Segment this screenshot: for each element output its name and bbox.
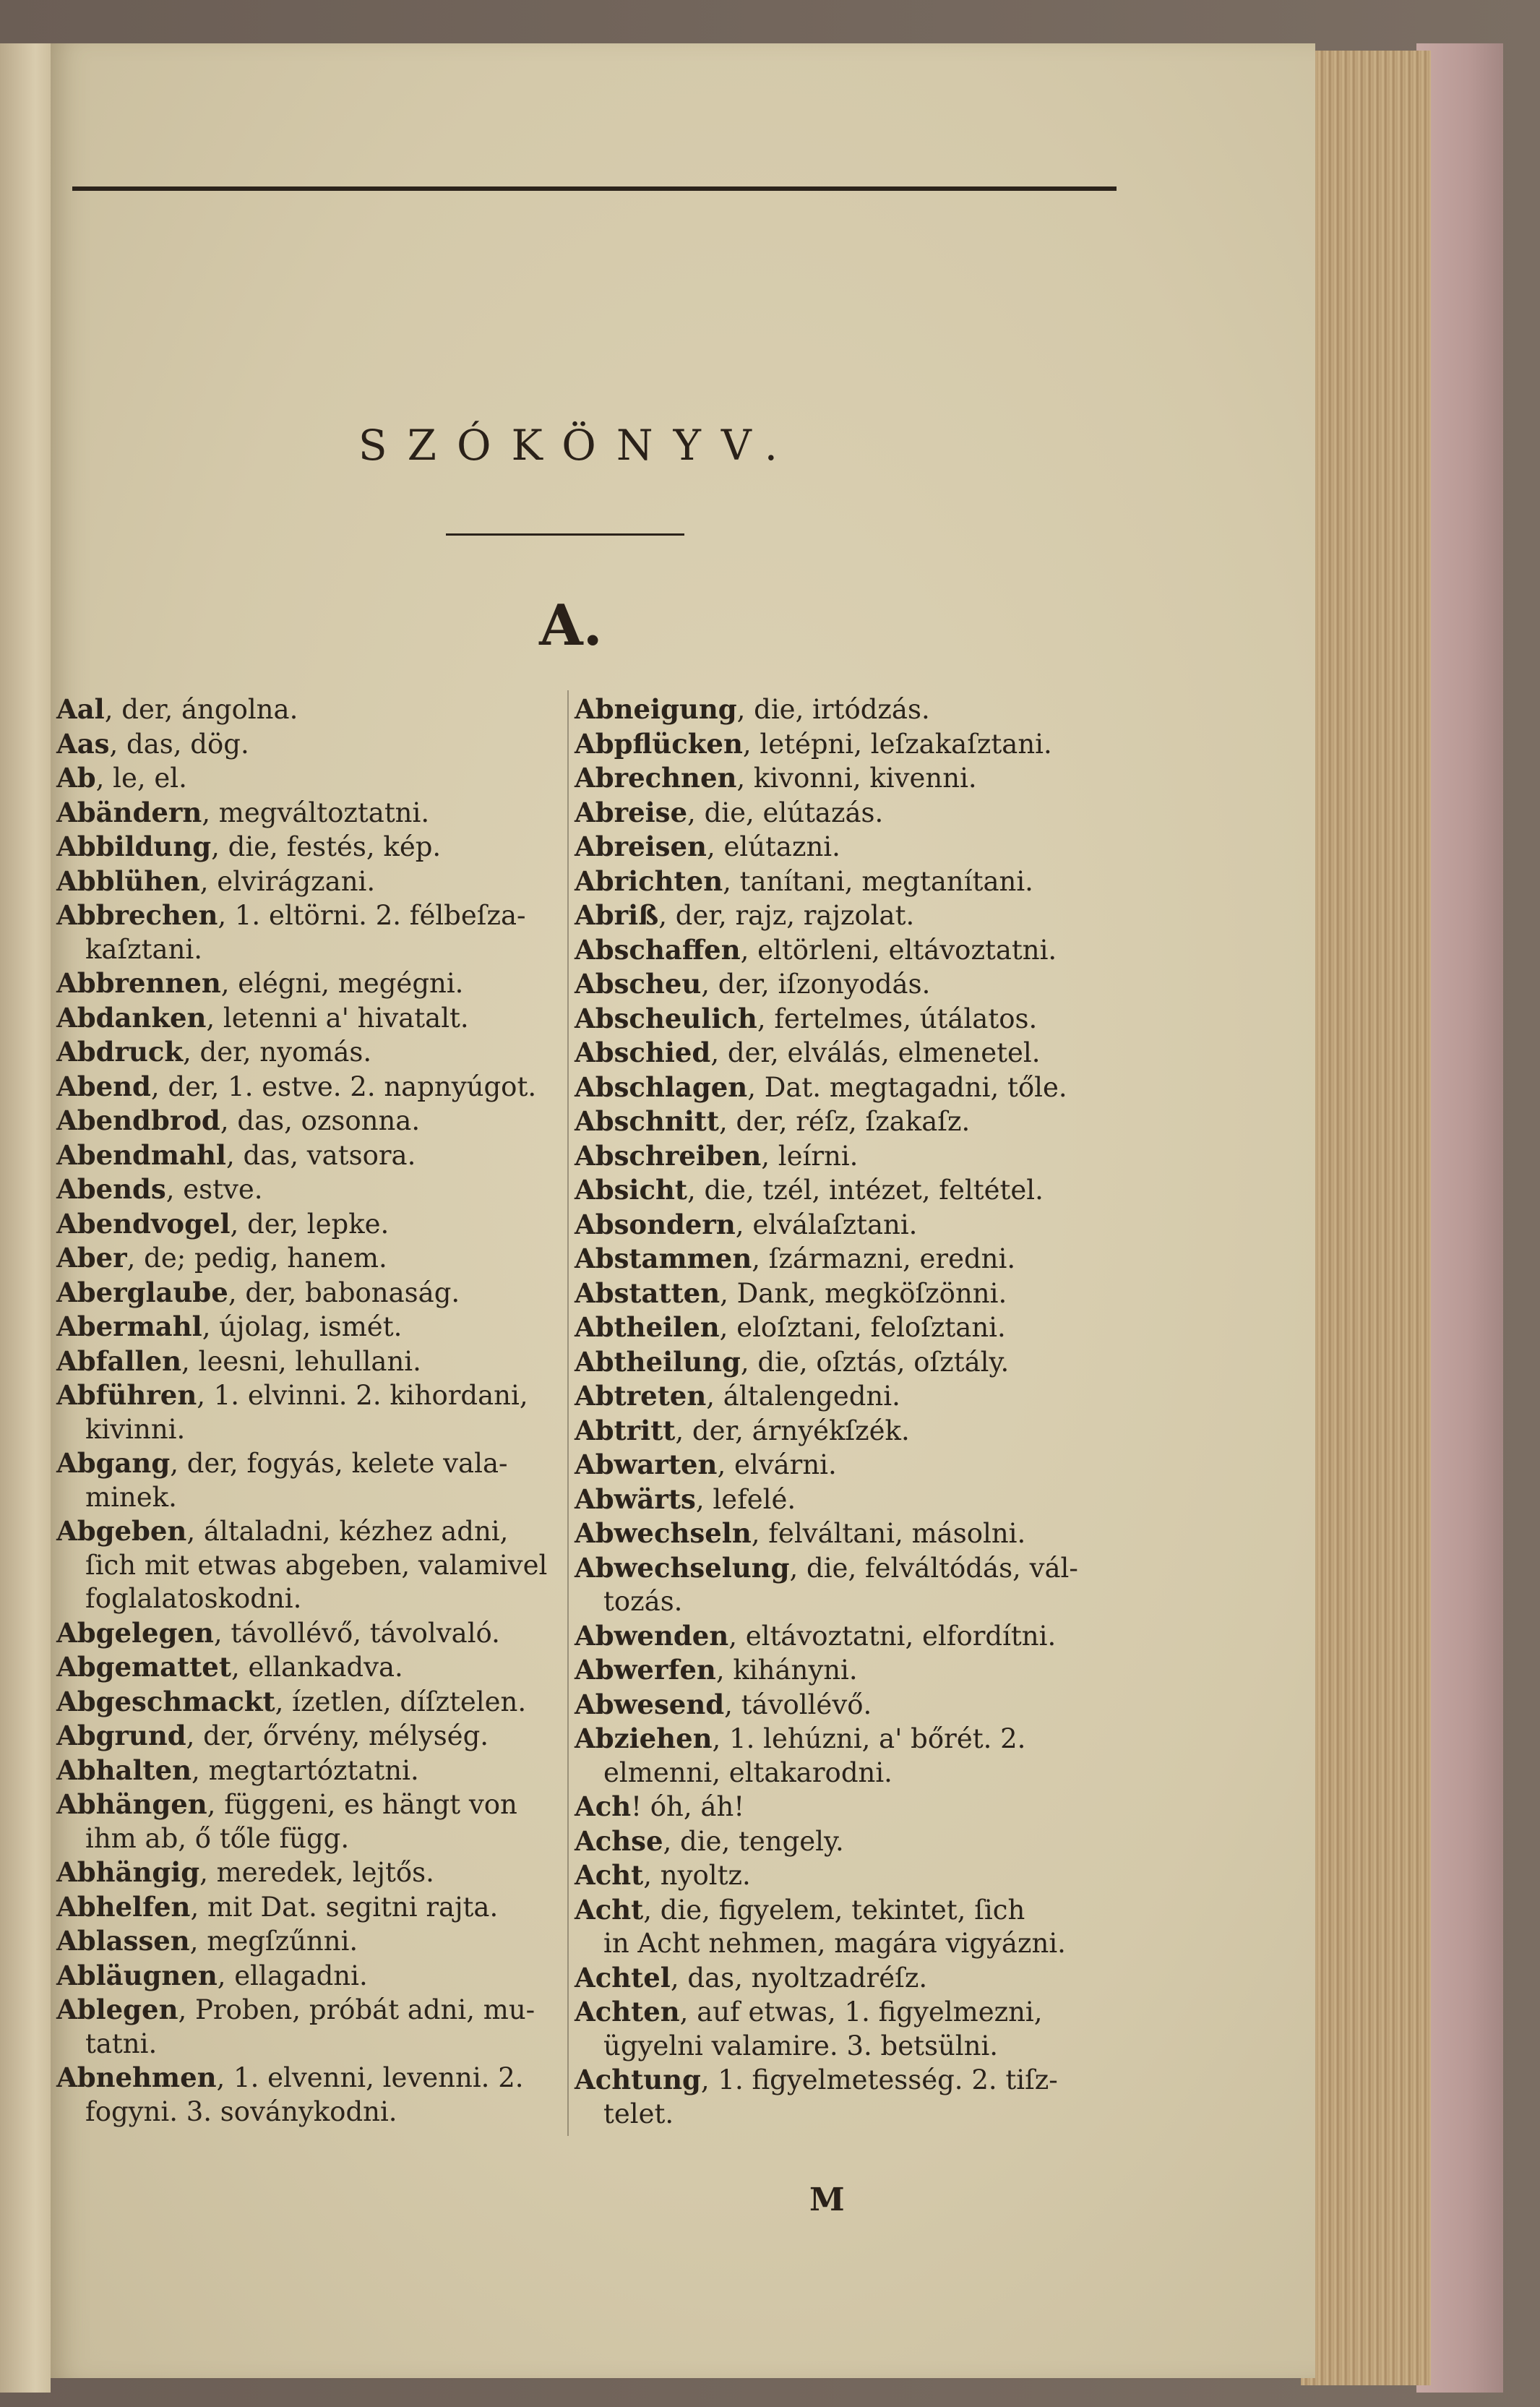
dictionary-entry [56,761,562,796]
entry-headword: Abscheulich [575,1002,757,1034]
entry-headword: Abtheilen [575,1311,720,1343]
dictionary-entry [56,1001,562,1036]
entry-definition: , die, elútazás. [687,797,884,828]
dictionary-entry [575,1104,1138,1139]
entry-headword: Absicht [575,1174,687,1206]
catchword: M [809,2181,845,2218]
dictionary-entry [56,898,562,933]
title-rule [446,533,684,536]
entry-headword: Aal [56,693,105,725]
entry-definition: , elútazni. [706,831,840,862]
entry-headword: Abschreiben [575,1139,762,1172]
entry-definition: , 1. figyelmetesség. 2. tiſz- [700,2064,1058,2095]
entry-definition: , 1. eltörni. 2. félbeſza- [218,900,526,931]
entry-definition: , meredek, lejtős. [199,1857,434,1888]
entry-definition: , 1. lehúzni, a' bőrét. 2. [712,1723,1026,1754]
dictionary-entry [575,967,1138,1002]
dictionary-entry [575,1824,1138,1859]
dictionary-entry [575,1551,1138,1586]
entry-definition: , die, felváltódás, vál- [789,1552,1078,1584]
dictionary-entry [56,1241,562,1276]
entry-definition: , távollévő, távolvaló. [213,1617,500,1649]
dictionary-entry [575,692,1138,727]
entry-definition: ügyelni valamire. 3. betsülni. [603,2030,999,2061]
entry-headword: Abschaffen [575,933,741,966]
entry-definition: , die, irtódzás. [736,694,930,725]
entry-headword: Abhängen [56,1788,207,1820]
entry-definition: kivinni. [85,1413,186,1445]
entry-definition: , der, ángolna. [104,694,298,725]
dictionary-entry [56,1138,562,1173]
entry-definition: , der, nyomás. [183,1037,372,1068]
header-rule [72,186,1117,191]
entry-headword: Abrechnen [575,762,737,794]
dictionary-entry [56,1650,562,1685]
entry-headword: Abwechselung [575,1551,790,1584]
dictionary-entry [56,1685,562,1720]
dictionary-entry [56,1924,562,1959]
dictionary-entry [575,1722,1138,1756]
entry-headword: Achse [575,1824,663,1857]
dictionary-entry [575,1516,1138,1551]
entry-definition: , távollévő. [724,1689,872,1720]
page-block-edges [1301,51,1431,2385]
dictionary-entry [56,1276,562,1310]
entry-continuation [575,2098,1138,2132]
entry-continuation [575,2030,1138,2064]
dictionary-entry [575,1619,1138,1654]
entry-definition: , ellagadni. [217,1960,368,1991]
dictionary-entry [56,1993,562,2028]
entry-headword: Abnehmen [56,2061,217,2093]
entry-definition: tatni. [85,2028,158,2059]
entry-definition: , das, nyoltzadréſz. [670,1962,928,1994]
entry-definition: , 1. elvinni. 2. kihordani, [197,1380,528,1411]
entry-definition: , függeni, es hängt von [207,1789,517,1820]
entry-definition: , eltávoztatni, elfordítni. [728,1620,1057,1652]
entry-definition: , die, figyelem, tekintet, ſich [643,1894,1025,1926]
dictionary-entry [56,1959,562,1994]
entry-headword: Abtritt [575,1414,676,1446]
entry-definition: , kihányni. [715,1655,858,1686]
dictionary-entry [56,2061,562,2095]
entry-definition: , megváltoztatni. [202,797,430,828]
entry-headword: Abführen [56,1379,197,1411]
dictionary-entry [56,830,562,864]
entry-definition: , eloſztani, feloſztani. [719,1312,1006,1343]
entry-continuation [56,1549,562,1583]
entry-continuation [56,933,562,967]
entry-definition: , der, őrvény, mélység. [186,1720,489,1751]
dictionary-entry [575,1310,1138,1345]
entry-headword: Aberglaube [56,1276,228,1308]
entry-continuation [575,1756,1138,1790]
page-title: SZÓKÖNYV. [358,421,799,470]
left-column [56,692,562,2129]
entry-continuation [56,2028,562,2061]
entry-definition: , elvárni. [717,1449,837,1480]
entry-headword: Abriß [575,899,659,931]
dictionary-entry [575,1208,1138,1243]
dictionary-entry [575,1071,1138,1105]
entry-headword: Abscheu [575,968,702,1000]
entry-definition: , das, vatsora. [225,1139,416,1171]
entry-definition: , Dank, megköſzönni. [720,1277,1007,1309]
entry-headword: Aas [56,727,110,760]
entry-definition: , der, iſzonyodás. [701,969,931,1000]
dictionary-entry [575,1961,1138,1996]
dictionary-entry [56,1890,562,1925]
dictionary-entry [56,1616,562,1651]
dictionary-entry [56,1514,562,1549]
entry-definition: , kivonni, kivenni. [736,763,977,794]
entry-definition: , mit Dat. segitni rajta. [190,1891,499,1923]
dictionary-entry [575,1858,1138,1893]
entry-headword: Abstatten [575,1277,720,1309]
entry-definition: , ſzármazni, eredni. [752,1243,1016,1274]
entry-definition: in Acht nehmen, magára vigyázni. [603,1928,1066,1959]
entry-headword: Abbrennen [56,967,221,999]
entry-continuation [56,1582,562,1616]
entry-headword: Ablegen [56,1994,178,2025]
entry-headword: Aber [56,1242,127,1274]
dictionary-entry [575,2063,1138,2098]
entry-headword: Abwesend [575,1688,725,1720]
entry-definition: minek. [85,1481,177,1513]
entry-headword: Abgeschmackt [56,1685,275,1717]
dictionary-entry [575,1139,1138,1174]
entry-headword: Abtreten [575,1380,707,1412]
entry-definition: , elégni, megégni. [220,968,464,999]
entry-definition: , der, árnyékſzék. [675,1415,910,1446]
entry-definition: , ellankadva. [231,1652,403,1683]
entry-headword: Achtung [575,2064,701,2095]
entry-headword: Abgang [56,1447,171,1479]
entry-headword: Abstammen [575,1243,752,1274]
entry-headword: Abschlagen [575,1071,748,1103]
entry-continuation [575,1585,1138,1619]
entry-definition: , felváltani, másolni. [751,1518,1026,1549]
entry-definition: , der, babonaság. [228,1277,460,1308]
entry-definition: , der, réſz, ſzakaſz. [718,1106,971,1137]
entry-definition: , die, oſztás, oſztály. [740,1346,1010,1378]
dictionary-entry [575,1790,1138,1824]
entry-headword: Achten [575,1996,680,2028]
entry-headword: Abrichten [575,864,723,897]
entry-headword: Ach [575,1790,632,1822]
entry-headword: Abgrund [56,1720,186,1751]
entry-headword: Abendmahl [56,1138,226,1171]
entry-headword: Abermahl [56,1310,202,1342]
entry-definition: , fertelmes, útálatos. [757,1003,1038,1034]
dictionary-entry [575,1893,1138,1928]
dictionary-entry [575,796,1138,831]
entry-headword: Abend [56,1070,151,1102]
entry-headword: Abendbrod [56,1104,220,1136]
entry-definition: , der, fogyás, kelete vala- [170,1448,508,1479]
entry-definition: , le, el. [95,763,187,794]
dictionary-entry [575,933,1138,968]
entry-headword: Abendvogel [56,1207,231,1240]
dictionary-entry [575,727,1138,762]
entry-headword: Acht [575,1859,644,1891]
entry-definition: , die, festés, kép. [211,831,442,862]
entry-definition: , auf etwas, 1. figyelmezni, [679,1996,1043,2028]
dictionary-entry [575,830,1138,864]
entry-definition: , eltörleni, eltávoztatni. [740,934,1057,966]
entry-headword: Abbildung [56,831,212,862]
entry-headword: Ab [56,762,96,794]
entry-continuation [575,1927,1138,1961]
entry-headword: Abhalten [56,1754,192,1786]
entry-headword: Abgemattet [56,1651,231,1683]
dictionary-entry [575,1242,1138,1277]
entry-headword: Abtheilung [575,1345,741,1378]
dictionary-entry [575,1277,1138,1311]
dictionary-entry [575,1379,1138,1414]
entry-definition: , der, rajz, rajzolat. [658,900,915,931]
entry-definition: , ízetlen, díſztelen. [275,1686,527,1717]
entry-headword: Abneigung [575,693,737,725]
entry-definition: , der, elválás, elmenetel. [710,1037,1041,1068]
dictionary-entry [575,1688,1138,1722]
entry-headword: Abreise [575,796,688,828]
entry-continuation [56,1481,562,1515]
entry-headword: Achtel [575,1961,671,1994]
dictionary-entry [56,1344,562,1379]
entry-definition: telet. [603,2098,674,2129]
dictionary-entry [56,796,562,831]
dictionary-entry [575,1173,1138,1208]
entry-definition: , Dat. megtagadni, tőle. [747,1071,1067,1103]
dictionary-entry [575,864,1138,899]
entry-definition: , letépni, leſzakaſztani. [742,728,1052,760]
entry-definition: , estve. [165,1174,263,1205]
entry-definition: ihm ab, ő tőle függ. [85,1822,350,1854]
entry-definition: , das, dög. [109,728,249,760]
entry-continuation [56,1413,562,1447]
entry-headword: Absondern [575,1208,736,1240]
entry-definition: , megſzűnni. [189,1926,358,1957]
entry-headword: Abdanken [56,1001,207,1034]
dictionary-entry [56,864,562,899]
entry-definition: , elvirágzani. [199,865,376,897]
entry-definition: , die, tengely. [663,1825,844,1857]
entry-headword: Abbrechen [56,899,218,931]
entry-definition: tozás. [603,1586,683,1617]
dictionary-entry [575,761,1138,796]
dictionary-entry [56,966,562,1001]
entry-headword: Abreisen [575,831,707,862]
entry-headword: Abgelegen [56,1616,214,1649]
dictionary-entry [575,1036,1138,1071]
dictionary-entry [56,1788,562,1822]
dictionary-entry [56,1310,562,1344]
entry-headword: Acht [575,1893,644,1926]
dictionary-entry [575,1414,1138,1449]
dictionary-entry [56,692,562,727]
entry-headword: Abziehen [575,1722,713,1754]
entry-headword: Abfallen [56,1344,182,1377]
dictionary-entry [575,898,1138,933]
dictionary-entry [575,1995,1138,2030]
entry-definition: , die, tzél, intézet, feltétel. [687,1175,1044,1206]
entry-headword: Abändern [56,796,202,828]
dictionary-entry [575,1345,1138,1380]
dictionary-entry [56,1446,562,1481]
dictionary-entry [56,1070,562,1104]
entry-headword: Abwechseln [575,1517,752,1549]
entry-definition: , letenni a' hivatalt. [206,1002,469,1034]
entry-continuation [56,1822,562,1856]
entry-headword: Abläugnen [56,1959,218,1991]
entry-headword: Abschied [575,1037,711,1068]
entry-headword: Abwarten [575,1449,718,1480]
entry-definition: foglalatoskodni. [85,1583,302,1614]
dictionary-entry [56,1172,562,1207]
facing-page-edge [0,43,51,2393]
dictionary-entry [56,1719,562,1754]
entry-headword: Abwärts [575,1483,696,1515]
dictionary-entry [56,1104,562,1138]
dictionary-entry [56,1754,562,1788]
entry-headword: Abdruck [56,1036,184,1068]
entry-headword: Abwenden [575,1619,729,1652]
dictionary-entry [56,1035,562,1070]
entry-definition: , tanítani, megtanítani. [723,865,1033,897]
entry-headword: Abgeben [56,1515,187,1547]
entry-headword: Abpflücken [575,727,743,760]
entry-definition: kaſztani. [85,933,203,965]
dictionary-entry [56,1207,562,1242]
entry-definition: , általadni, kézhez adni, [186,1516,509,1547]
entry-definition: , elválaſztani. [735,1209,918,1240]
entry-definition: , lefelé. [695,1483,796,1515]
dictionary-entry [56,727,562,762]
entry-definition: , de; pedig, hanem. [126,1243,387,1274]
entry-headword: Abends [56,1173,166,1205]
entry-headword: Abblühen [56,864,200,897]
entry-definition: , 1. elvenni, levenni. 2. [216,2062,524,2093]
entry-definition: , nyoltz. [643,1860,751,1891]
entry-definition: , általengedni. [706,1381,900,1412]
entry-definition: , der, lepke. [230,1208,390,1240]
dictionary-entry [575,1483,1138,1517]
entry-headword: Abhelfen [56,1890,191,1923]
entry-definition: fogyni. 3. soványkodni. [85,2095,397,2127]
entry-definition: , újolag, ismét. [202,1311,403,1342]
entry-definition: , das, ozsonna. [220,1105,421,1136]
entry-continuation [56,2095,562,2129]
entry-headword: Abhängig [56,1856,200,1888]
entry-definition: elmenni, eltakarodni. [603,1756,892,1788]
entry-definition: , leírni. [761,1140,859,1172]
dictionary-entry [575,1448,1138,1483]
entry-headword: Ablassen [56,1925,190,1957]
dictionary-entry [575,1002,1138,1037]
entry-definition: , leesni, lehullani. [181,1345,421,1377]
entry-headword: Abwerfen [575,1654,716,1686]
entry-headword: Abschnitt [575,1105,719,1137]
entry-definition: ſich mit etwas abgeben, valamivel [85,1549,548,1581]
entry-definition: ! óh, áh! [631,1791,745,1822]
entry-definition: , der, 1. estve. 2. napnyúgot. [150,1071,537,1102]
entry-definition: , megtartóztatni. [192,1754,419,1786]
entry-definition: , Proben, próbát adni, mu- [178,1994,535,2025]
dictionary-entry [56,1378,562,1413]
right-column [575,692,1138,2131]
dictionary-entry [575,1653,1138,1688]
section-letter: A. [539,593,603,658]
dictionary-entry [56,1855,562,1890]
column-divider [567,690,569,2136]
